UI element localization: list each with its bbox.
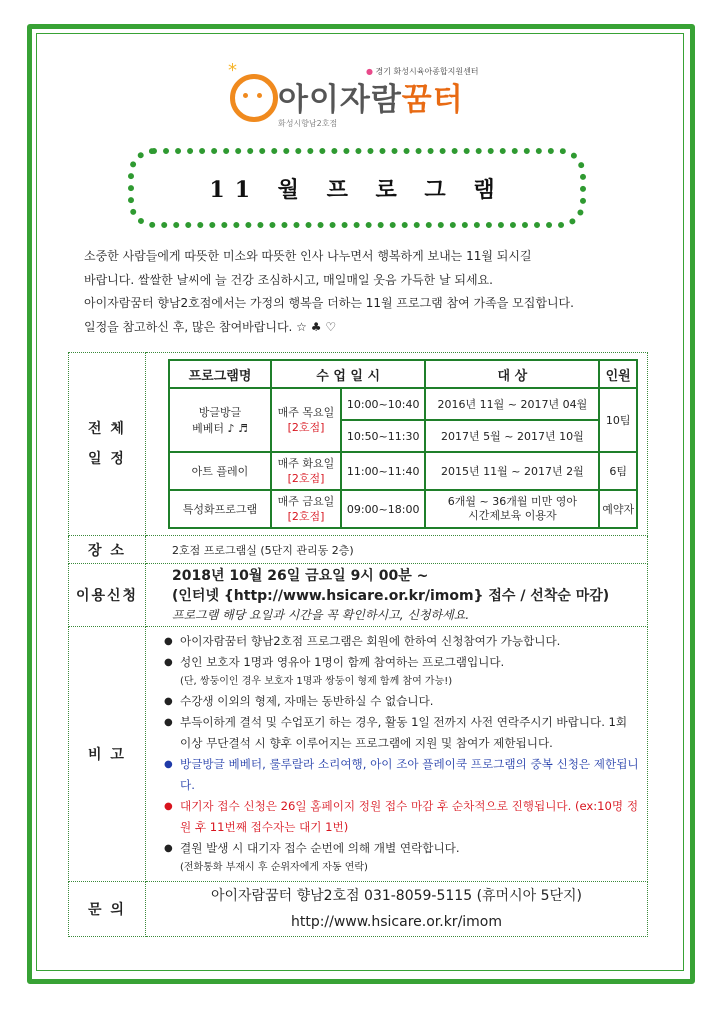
program-name: 특성화프로그램 [169, 490, 271, 528]
program-day: 매주 화요일 [2호점] [271, 452, 341, 490]
program-target: 2015년 11월 ~ 2017년 2월 [425, 452, 599, 490]
remark-item: ● 수강생 이외의 형제, 자매는 동반하실 수 없습니다. [164, 691, 641, 712]
remarks-list [146, 627, 648, 882]
contact-label: 문 의 [69, 882, 146, 937]
logo-title: 아이자람꿈터 [278, 82, 464, 118]
program-day: 매주 금요일 [2호점] [271, 490, 341, 528]
program-time: 10:50~11:30 [341, 420, 425, 452]
program-name: 방글방글 베베터 ♪ ♬ [169, 388, 271, 452]
apply-row [69, 564, 648, 627]
remark-item: ● 결원 발생 시 대기자 접수 순번에 의해 개별 연락합니다. [164, 838, 641, 859]
apply-note: 프로그램 해당 요일과 시간을 꼭 확인하시고, 신청하세요. [172, 608, 470, 622]
info-table [68, 352, 648, 937]
schedule-label: 전 체 일 정 [69, 353, 146, 536]
remark-item: ● 대기자 접수 신청은 26일 홈페이지 정원 접수 마감 후 순차적으로 진행됩니다. (ex:10명 정원 후 11번째 접수자는 대기 1번) [164, 796, 641, 838]
remark-item: ● 성인 보호자 1명과 영유아 1명이 함께 참여하는 프로그램입니다. [164, 652, 641, 673]
program-target: 6개월 ~ 36개월 미만 영아 시간제보육 이용자 [425, 490, 599, 528]
apply-label: 이용신청 [69, 564, 146, 627]
apply-date: 2018년 10월 26일 금요일 9시 00분 ~ [172, 568, 429, 584]
logo-face-icon [230, 74, 278, 122]
schedule-table [168, 359, 638, 529]
intro-line: 바랍니다. 쌀쌀한 날씨에 늘 건강 조심하시고, 매일매일 웃음 가득한 날 되세요. [84, 272, 493, 287]
program-target: 2016년 11월 ~ 2017년 04월 [425, 388, 599, 420]
program-time: 09:00~18:00 [341, 490, 425, 528]
program-time: 11:00~11:40 [341, 452, 425, 490]
apply-method: (인터넷 {http://www.hsicare.or.kr/imom} 접수 / 선착순 마감) [172, 588, 610, 604]
logo-star-icon: * [228, 60, 237, 81]
header-target: 대 상 [425, 360, 599, 388]
logo-branch-text: 화성시향남2호점 [278, 119, 338, 128]
logo-org-text: ● 경기 화성시육아종합지원센터 [366, 67, 479, 76]
header-count: 인원 [599, 360, 637, 388]
remark-subnote: (단, 쌍둥이인 경우 보호자 1명과 쌍둥이 형제 함께 참여 가능!) [180, 676, 453, 687]
intro-line: 아이자람꿈터 향남2호점에서는 가정의 행복을 더하는 11월 프로그램 참여 가족을 모집합니다. [84, 296, 574, 310]
remarks-row [69, 627, 648, 882]
contact-phone: 아이자람꿈터 향남2호점 031-8059-5115 (휴머시아 5단지) [210, 888, 582, 904]
schedule-row [69, 353, 648, 536]
program-target: 2017년 5월 ~ 2017년 10월 [425, 420, 599, 452]
program-count: 6팀 [599, 452, 637, 490]
place-row [69, 536, 648, 564]
program-name: 아트 플레이 [169, 452, 271, 490]
intro-text [84, 245, 654, 339]
intro-line: 일정을 참고하신 후, 많은 참여바랍니다. ☆ ♣ ♡ [84, 319, 337, 334]
place-label: 장 소 [69, 536, 146, 564]
program-time: 10:00~10:40 [341, 388, 425, 420]
intro-line: 소중한 사람들에게 따뜻한 미소와 따뜻한 인사 나누면서 행복하게 보내는 11월 되시길 [84, 249, 532, 263]
contact-link[interactable]: http://www.hsicare.or.kr/imom [290, 914, 503, 930]
remark-item: ● 방글방글 베베터, 룰루랄라 소리여행, 아이 조아 플레이쿡 프로그램의 중복 신청은 제한됩니다. [164, 754, 641, 796]
header-datetime: 수 업 일 시 [271, 360, 425, 388]
program-count: 예약자 [599, 490, 637, 528]
logo [222, 62, 492, 142]
remark-item: ● 아이자람꿈터 향남2호점 프로그램은 회원에 한하여 신청참여가 가능합니다. [164, 631, 641, 652]
remarks-label: 비 고 [69, 627, 146, 882]
page-title: 11 월 프 로 그 램 [209, 176, 505, 203]
remark-item: ● 부득이하게 결석 및 수업포기 하는 경우, 활동 1일 전까지 사전 연락주시기 바랍니다. 1회 이상 무단결석 시 향후 이루어지는 프로그램에 지원 및 참여가 제한됩니다. [164, 712, 641, 754]
title-box [128, 148, 586, 228]
program-day: 매주 목요일 [2호점] [271, 388, 341, 452]
program-count: 10팀 [599, 388, 637, 452]
place-value: 2호점 프로그램실 (5단지 관리동 2층) [146, 536, 648, 564]
contact-row [69, 882, 648, 937]
remark-subnote: (전화통화 부재시 후 순위자에게 자동 연락) [180, 862, 368, 873]
header-program: 프로그램명 [169, 360, 271, 388]
